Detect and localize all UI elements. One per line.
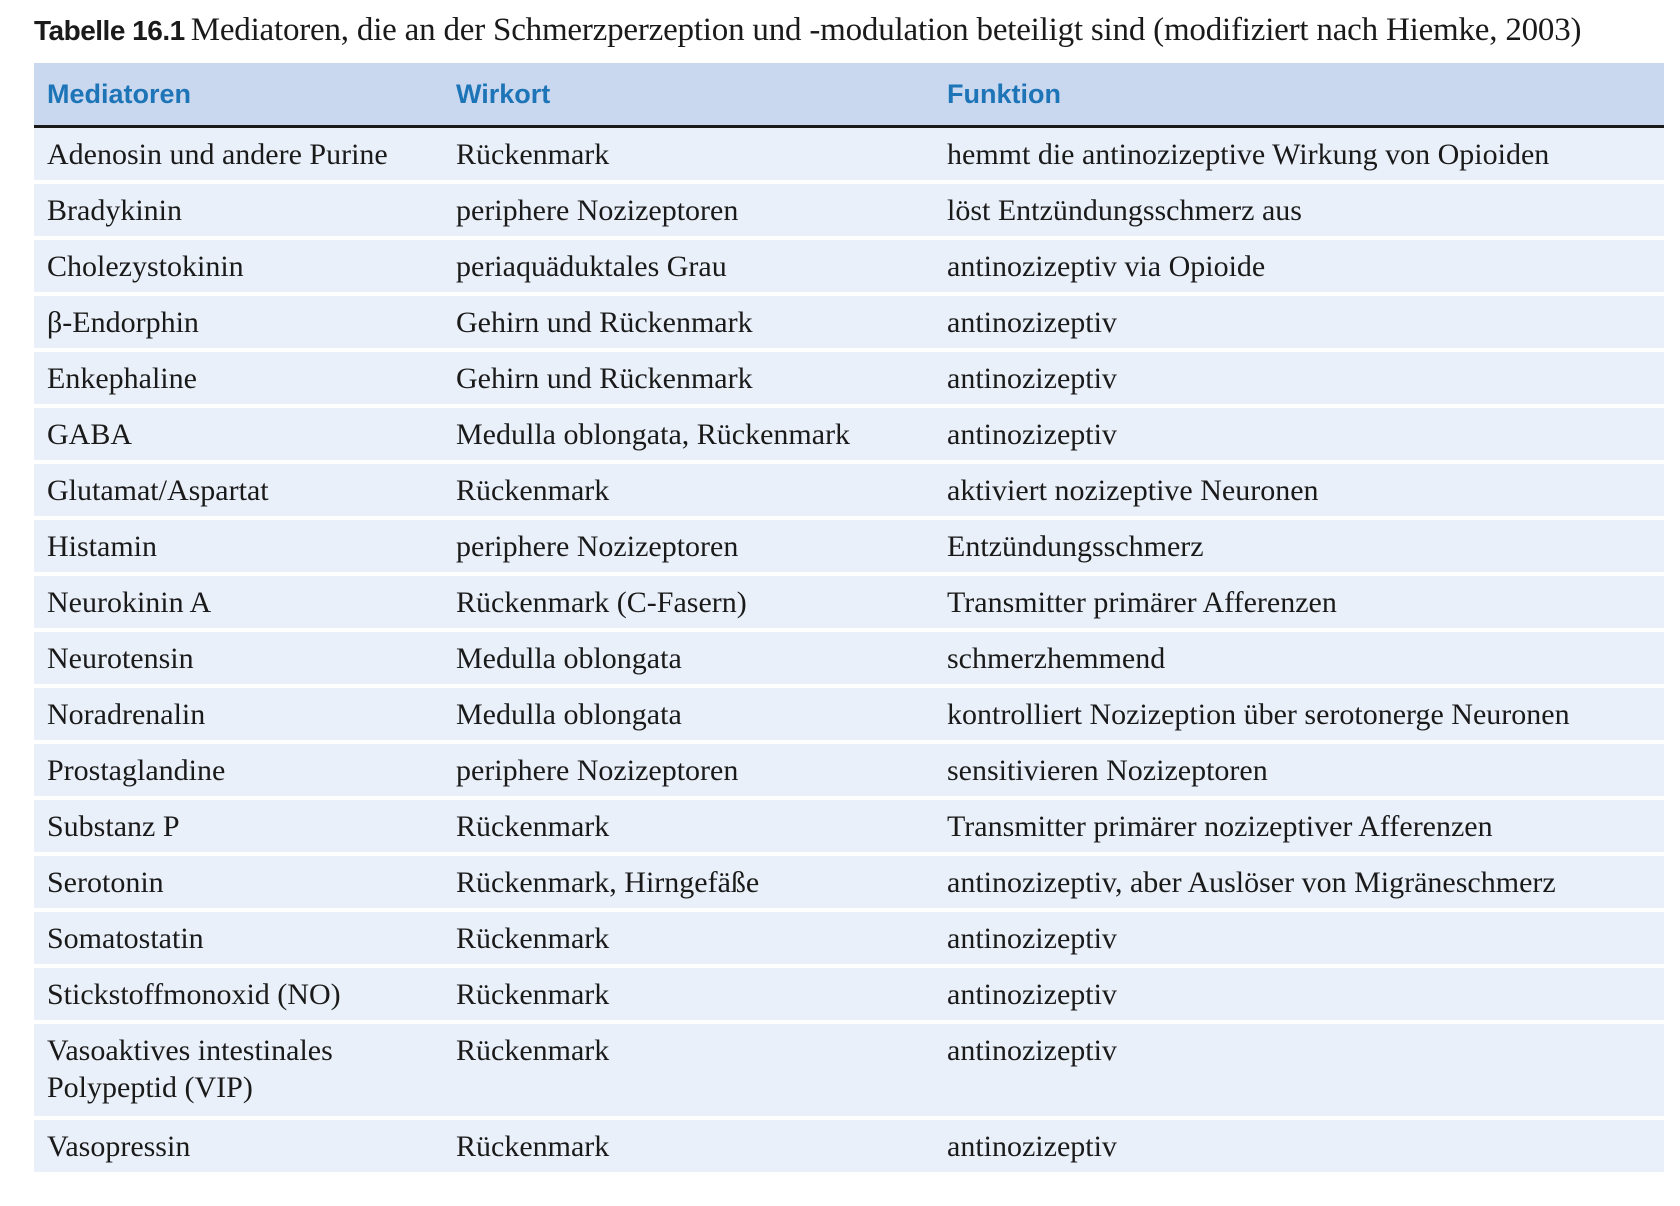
- cell-mediator: Histamin: [47, 530, 157, 563]
- table-row: [34, 856, 1664, 912]
- cell-wirkort: Rückenmark: [456, 138, 610, 171]
- cell-funktion: antinozizeptiv: [947, 978, 1117, 1011]
- cell-mediator: Cholezystokinin: [47, 250, 244, 283]
- table-row: [34, 912, 1664, 968]
- cell-wirkort: Gehirn und Rückenmark: [456, 306, 753, 339]
- cell-wirkort: Rückenmark: [456, 1034, 610, 1067]
- column-header-funktion: Funktion: [947, 78, 1061, 109]
- cell-mediator: Neurokinin A: [47, 586, 212, 619]
- cell-wirkort: periphere Nozizeptoren: [456, 530, 739, 563]
- table-row: [34, 744, 1664, 800]
- cell-mediator: Serotonin: [47, 866, 164, 899]
- table-row: [34, 520, 1664, 576]
- cell-funktion: schmerzhemmend: [947, 642, 1166, 675]
- cell-mediator: Somatostatin: [47, 922, 204, 955]
- mediators-table: [34, 63, 1664, 1176]
- cell-funktion: antinozizeptiv: [947, 922, 1117, 955]
- table-row: [34, 800, 1664, 856]
- cell-funktion: Transmitter primärer nozizeptiver Afferenzen: [947, 810, 1493, 843]
- table-row: [34, 464, 1664, 520]
- cell-funktion: löst Entzündungsschmerz aus: [947, 194, 1302, 227]
- table-row: [34, 688, 1664, 744]
- cell-mediator: Adenosin und andere Purine: [47, 138, 388, 171]
- table-row: [34, 128, 1664, 184]
- cell-wirkort: Rückenmark: [456, 810, 610, 843]
- cell-mediator: Neurotensin: [47, 642, 194, 675]
- cell-funktion: antinozizeptiv: [947, 362, 1117, 395]
- cell-mediator: Glutamat/Aspartat: [47, 474, 269, 507]
- table-caption-label: Tabelle 16.1: [34, 15, 185, 46]
- table-row: [34, 632, 1664, 688]
- cell-funktion: antinozizeptiv: [947, 1130, 1117, 1163]
- cell-wirkort: Medulla oblongata: [456, 698, 682, 731]
- cell-mediator: Prostaglandine: [47, 754, 226, 787]
- cell-wirkort: Rückenmark: [456, 978, 610, 1011]
- table-row: [34, 408, 1664, 464]
- cell-wirkort: periphere Nozizeptoren: [456, 754, 739, 787]
- table-row: [34, 184, 1664, 240]
- cell-wirkort: periphere Nozizeptoren: [456, 194, 739, 227]
- cell-mediator: Noradrenalin: [47, 698, 206, 731]
- table-row: [34, 576, 1664, 632]
- column-header-wirkort: Wirkort: [456, 78, 551, 109]
- cell-wirkort: periaquäduktales Grau: [456, 250, 727, 283]
- cell-wirkort: Rückenmark: [456, 922, 610, 955]
- cell-wirkort: Rückenmark, Hirngefäße: [456, 866, 760, 899]
- cell-funktion: Entzündungsschmerz: [947, 530, 1204, 563]
- cell-funktion: aktiviert nozizeptive Neuronen: [947, 474, 1319, 507]
- cell-mediator: Enkephaline: [47, 362, 197, 395]
- table-row: [34, 240, 1664, 296]
- cell-funktion: antinozizeptiv: [947, 418, 1117, 451]
- cell-mediator: GABA: [47, 418, 133, 451]
- cell-funktion: sensitivieren Nozizeptoren: [947, 754, 1268, 787]
- cell-wirkort: Gehirn und Rückenmark: [456, 362, 753, 395]
- cell-wirkort: Rückenmark: [456, 474, 610, 507]
- cell-wirkort: Medulla oblongata: [456, 642, 682, 675]
- table-row: [34, 352, 1664, 408]
- table-row: [34, 296, 1664, 352]
- cell-mediator: Vasoaktives intestinales Polypeptid (VIP): [47, 1034, 333, 1104]
- cell-funktion: antinozizeptiv: [947, 306, 1117, 339]
- cell-funktion: hemmt die antinozizeptive Wirkung von Opioiden: [947, 138, 1550, 171]
- table-caption-text: Mediatoren, die an der Schmerzperzeption und -modulation beteiligt sind (modifiziert nach Hiemke, 2003): [190, 12, 1582, 48]
- cell-mediator: Bradykinin: [47, 194, 182, 227]
- table-header-row: [34, 63, 1664, 128]
- cell-funktion: Transmitter primärer Afferenzen: [947, 586, 1337, 619]
- cell-funktion: kontrolliert Nozizeption über serotonerge Neuronen: [947, 698, 1570, 731]
- cell-wirkort: Rückenmark (C-Fasern): [456, 586, 747, 619]
- cell-mediator: Substanz P: [47, 810, 180, 843]
- cell-mediator: β-Endorphin: [47, 306, 199, 339]
- column-header-mediatoren: Mediatoren: [47, 78, 192, 109]
- cell-mediator: Stickstoffmonoxid (NO): [47, 978, 341, 1011]
- cell-funktion: antinozizeptiv via Opioide: [947, 250, 1266, 283]
- cell-wirkort: Medulla oblongata, Rückenmark: [456, 418, 851, 451]
- table-caption: [34, 8, 1674, 53]
- table-row: [34, 1120, 1664, 1176]
- table-row: [34, 968, 1664, 1024]
- cell-wirkort: Rückenmark: [456, 1130, 610, 1163]
- table-row: [34, 1024, 1664, 1120]
- cell-mediator: Vasopressin: [47, 1130, 191, 1163]
- cell-funktion: antinozizeptiv, aber Auslöser von Migräneschmerz: [947, 866, 1556, 899]
- cell-funktion: antinozizeptiv: [947, 1034, 1117, 1067]
